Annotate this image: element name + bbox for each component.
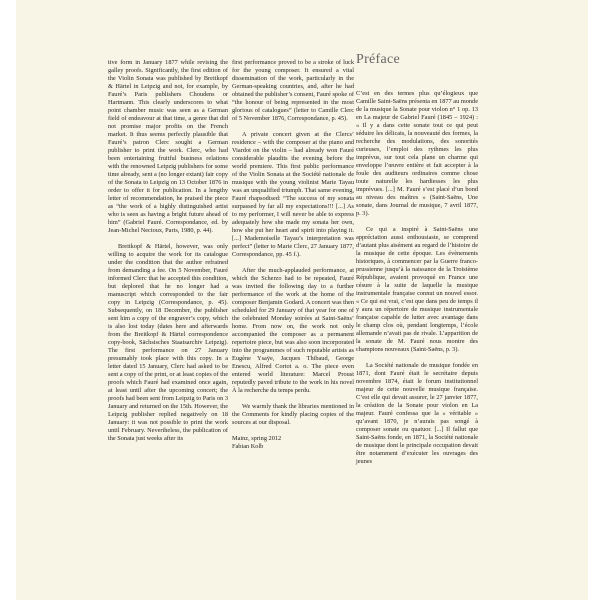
signature-place: Mainz, spring 2012 xyxy=(232,435,282,442)
paragraph: After the much-applauded performance, at which the Scherzo had to be repeated, Fauré was invited the following day to a further performance of the work at the home of the composer Benjamin Godard. A concert was then scheduled for 29 January of that year for one of the celebrated Monday soirées at Saint-Saëns’ home. From now on, the work not only accompanied the composer as a permanent repertoire piece, but was also soon incorporated into the programmes of such reputable artists as Eugène Ysaÿe, Jacques Thibaud, George Enescu, Alfred Cortot a. o. The piece even entered world literature: Marcel Proust reputedly paved tribute to the work in his novel À la recherche du temps perdu. xyxy=(232,267,354,394)
paragraph: La Société nationale de musique fondée en 1871, dont Fauré était le secrétaire depuis novembre 1874, était le forum institutionnel majeur de cette nouvelle musique française. C’est elle qui devait assurer, le 27 janvier 1877, la création de la Sonate pour violon en La majeur. Fauré confessa que la « véritable » qu’avant 1870, je n’aurais pas songé à composer sonate ou quatuor. [...] Il fallut que Saint-Saëns fonde, en 1871, la Société nationale de musique dont le principale occupation devait être notamment d’exécuter les ouvrages des jeunes xyxy=(356,362,478,465)
text-column-english-2 xyxy=(232,59,354,451)
preface-heading: Préface xyxy=(356,52,401,67)
text-column-french xyxy=(356,90,478,466)
signature-block xyxy=(232,435,354,451)
paragraph: tive form in January 1877 while revising the galley proofs. Significantly, the first edition of the Violin Sonata was published by Breitkopf & Härtel in Leipzig and not, for example, by Fauré’s Paris publishers Choudens or Hartmann. This clearly underscores to what point chamber music was seen as a German field of endeavour at that time, a genre that did not promise major profits on the French market. It thus seems perfectly plausible that Fauré’s patron Clerc sought a German publisher to print the work. Clerc, who had been entertaining fruitful business relations with the renowned Leipzig publishers for some time already, sent a (no longer extant) fair copy of the Sonata to Leipzig on 13 October 1876 in order to offer it for publication. In a lengthy letter of recommendation, he praised the piece as “the work of a highly distinguished artist who is seen as having a bright future ahead of him” (Gabriel Fauré. Correspondance, ed. by Jean-Michel Nectoux, Paris, 1980, p. 44). xyxy=(108,59,228,234)
paragraph: C’est en des termes plus qu’élogieux que Camille Saint-Saëns présenta en 1877 au monde de la musique la Sonate pour violon n° 1 op. 13 en La majeur de Gabriel Fauré (1845 – 1924) : « Il y a dans cette sonate tout ce qui peut séduire les délicats, la nouveauté des formes, la recherche des modulations, des sonorités curieuses, l’emploi des rythmes les plus imprévus, sur tout cela plane un charme qui enveloppe l’œuvre entière et fait accepter à la foule des auditeurs ordinaires comme chose toute naturelle les hardiesses les plus imprévues. [...] M. Fauré s’est placé d’un bond au niveau des maîtres » (Saint-Saëns, Une sonate, dans Journal de musique, 7 avril 1877, p. 3). xyxy=(356,90,478,217)
paragraph: Ce qui a inspiré à Saint-Saëns une appréciation aussi enthousiaste, se comprend d’autant plus aisément au regard de l’histoire de la musique de cette époque. Les évènements historiques, à commencer par la Guerre franco-prussienne jusqu’à la naissance de la Troisième République, avaient provoqué en France une césure à la suite de laquelle la musique instrumentale française connut un nouvel essor. « Ce qui est vrai, c’est que dans peu de temps il y aura un répertoire de musique instrumentale française capable de lutter avec avantage dans le champ clos où, pendant longtemps, l’école allemande n’avait pas de rivale. L’apparition de la sonate de M. Fauré nous montre des champions nouveaux (Saint-Saëns, p. 3). xyxy=(356,226,478,353)
paragraph: We warmly thank the libraries mentioned in the Comments for kindly placing copies of the sources at our disposal. xyxy=(232,403,354,426)
paragraph: Breitkopf & Härtel, however, was only willing to acquire the work for its catalogue under the condition that the author refrained from demanding a fee. On 5 November, Fauré informed Clerc that he accepted this condition, but deplored that he no longer had a manuscript which corresponded to the fair copy in Leipzig (Correspondance, p. 45). Subsequently, on 18 December, the publisher sent him a copy of the engraver’s copy, which is also lost today (dates here and afterwards from the Breitkopf & Härtel correspondence copy-book, Sächsisches Staatsarchiv Leipzig). The first performance on 27 January presumably took place with this copy. In a letter dated 15 January, Clerc had asked to be sent a copy of the print, or at least copies of the proofs which Fauré had examined once again, at least until after the upcoming concert; the proofs had been sent from Leipzig to Paris on 3 January and returned on the 15th. However, the Leipzig publisher replied negatively on 18 January: it was not possible to print the work until February. Nevertheless, the publication of the Sonata just weeks after its xyxy=(108,243,228,442)
paragraph: A private concert given at the Clercs’ residence – with the composer at the piano and Viardot on the violin – had already won Fauré considerable plaudits the evening before the world premiere. This first public performance of the Violin Sonata at the Société nationale de musique with the young violinist Marie Tayau was an unqualified triumph. That same evening, Fauré rhapsodised: “The success of my sonata surpassed by far all my expectations!!! [...] As to my performer, I will never be able to express adequately how she made my sonata her own, how she put her heart and spirit into playing it. [...] Mademoiselle Tayau’s interpretation was perfect” (letter to Marie Clerc, 27 January 1877, Correspondance, pp. 45 f.). xyxy=(232,131,354,258)
signature-name: Fabian Kolb xyxy=(232,443,264,450)
paragraph: first performance proved to be a stroke of luck for the young composer. It ensured a vital dissemination of the work, particularly in the German-speaking countries, and, after he had obtained the publisher’s consent, Fauré spoke of “the honour of being represented in the most glorious of catalogues” (letter to Camille Clerc of 5 November 1876, Correspondance, p. 45). xyxy=(232,59,354,122)
book-page xyxy=(16,0,588,600)
text-column-english-1 xyxy=(108,59,228,443)
